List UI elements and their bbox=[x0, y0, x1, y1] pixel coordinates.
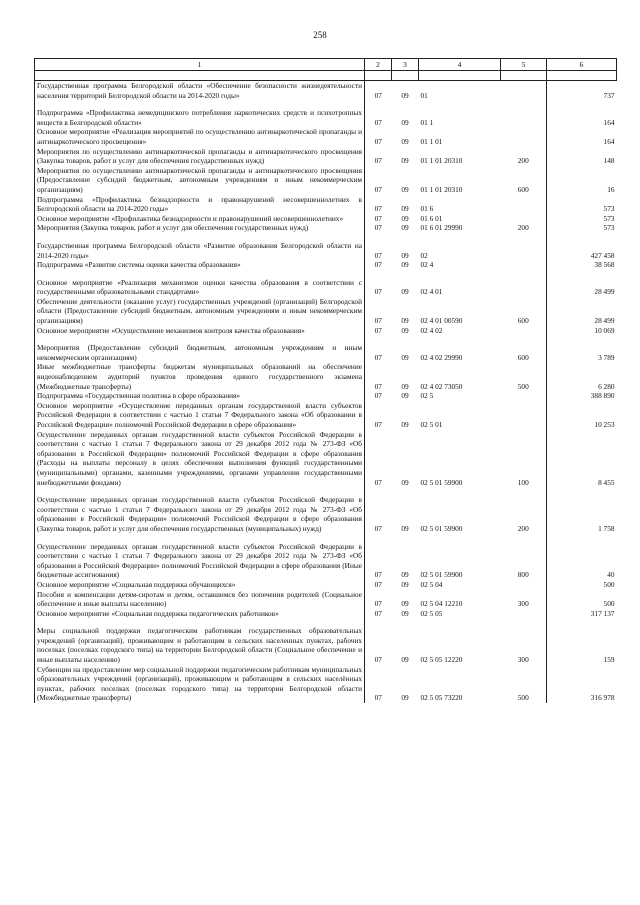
row-expense-type bbox=[501, 241, 547, 260]
row-spacer bbox=[35, 534, 617, 542]
row-subsection-code: 09 bbox=[401, 156, 409, 166]
table-row bbox=[35, 362, 617, 391]
table-row bbox=[35, 195, 617, 214]
row-target-article: 02 5 04 12210 bbox=[420, 599, 463, 609]
row-expense-type: 200 bbox=[517, 523, 529, 533]
column-header-1: 1 bbox=[35, 59, 365, 71]
table-row bbox=[35, 495, 617, 533]
row-section-code: 07 bbox=[374, 477, 382, 487]
row-subsection-code: 09 bbox=[401, 204, 409, 214]
row-expense-type bbox=[501, 609, 547, 619]
table-row bbox=[35, 108, 617, 127]
row-expense-type bbox=[501, 580, 547, 590]
table-row bbox=[35, 223, 617, 233]
row-amount: 8 455 bbox=[547, 430, 617, 488]
table-row bbox=[35, 147, 617, 166]
row-description: Обеспечение деятельности (оказание услуг) государственных учреждений (организаций) Белгородской области (Предоставление субсидий бюджетным, автономным учреждениям и иным некоммерческим организациям) bbox=[35, 297, 365, 326]
row-subsection-code: 09 bbox=[401, 523, 409, 533]
table-row bbox=[35, 401, 617, 430]
row-target-article: 02 4 bbox=[420, 260, 434, 270]
row-section-code: 07 bbox=[374, 223, 382, 233]
row-amount: 1 758 bbox=[547, 495, 617, 533]
table-row bbox=[35, 665, 617, 703]
column-header-2: 2 bbox=[365, 59, 392, 71]
row-section-code: 07 bbox=[374, 260, 382, 270]
row-amount: 500 bbox=[547, 590, 617, 609]
row-subsection-code: 09 bbox=[401, 655, 409, 665]
table-row bbox=[35, 343, 617, 362]
row-description: Основное мероприятие «Реализация мероприятий по осуществлению антинаркотической пропаганды и антинаркотического просвещения» bbox=[35, 127, 365, 146]
row-subsection-code: 09 bbox=[401, 250, 409, 260]
row-expense-type bbox=[501, 127, 547, 146]
row-section-code: 07 bbox=[374, 90, 382, 100]
row-amount: 6 280 bbox=[547, 362, 617, 391]
table-row bbox=[35, 580, 617, 590]
row-description: Основное мероприятие «Социальная поддержка педагогических работников» bbox=[35, 609, 365, 619]
row-subsection-code: 09 bbox=[401, 352, 409, 362]
row-amount: 3 789 bbox=[547, 343, 617, 362]
row-target-article: 02 5 01 59900 bbox=[420, 523, 463, 533]
row-description: Подпрограмма «Развитие системы оценки качества образования» bbox=[35, 260, 365, 270]
table-row bbox=[35, 391, 617, 401]
row-amount: 573 bbox=[547, 214, 617, 224]
row-description: Осуществление переданных органам государственной власти субъектов Российской Федерации в соответствии с частью 1 статьи 7 Федерального закона от 29 декабря 2012 года № 273-ФЗ «Об образовании в Российской Федерации» полномочий Российской Федерации в сфере образования (Расходы на выплаты персоналу в целях обеспечения выполнения функций государственными (муниципальными) органами, казенными учреждениями, органами управления государственными внебюджетными фондами) bbox=[35, 430, 365, 488]
row-subsection-code: 09 bbox=[401, 316, 409, 326]
row-amount: 159 bbox=[547, 626, 617, 664]
row-subsection-code: 09 bbox=[401, 693, 409, 703]
table-row bbox=[35, 326, 617, 336]
row-target-article: 02 5 bbox=[420, 391, 434, 401]
row-target-article: 01 1 bbox=[420, 117, 434, 127]
column-header-3: 3 bbox=[392, 59, 419, 71]
table-row bbox=[35, 542, 617, 580]
row-description: Пособия и компенсации детям-сиротам и детям, оставшимся без попечения родителей (Социальное обеспечение и иные выплаты населению) bbox=[35, 590, 365, 609]
row-expense-type: 600 bbox=[517, 316, 529, 326]
row-amount: 38 568 bbox=[547, 260, 617, 270]
row-section-code: 07 bbox=[374, 136, 382, 146]
row-amount: 28 499 bbox=[547, 297, 617, 326]
row-expense-type: 300 bbox=[517, 599, 529, 609]
row-description: Основное мероприятие «Социальная поддержка обучающихся» bbox=[35, 580, 365, 590]
row-expense-type: 300 bbox=[517, 655, 529, 665]
row-section-code: 07 bbox=[374, 391, 382, 401]
row-expense-type bbox=[501, 278, 547, 297]
row-target-article: 02 5 05 bbox=[420, 608, 443, 618]
row-target-article: 02 4 02 bbox=[420, 325, 443, 335]
row-expense-type: 200 bbox=[517, 156, 529, 166]
table-row bbox=[35, 590, 617, 609]
row-target-article: 02 5 01 59900 bbox=[420, 477, 463, 487]
row-target-article: 02 4 01 bbox=[420, 287, 443, 297]
row-description: Мероприятия по осуществлению антинаркотической пропаганды и антинаркотического просвещения (Закупка товаров, работ и услуг для обеспечения государственных нужд) bbox=[35, 147, 365, 166]
row-expense-type bbox=[501, 391, 547, 401]
row-description: Иные межбюджетные трансферты бюджетам муниципальных образований на обеспечение видеонаблюдением аудиторий пунктов проведения единого государственного экзамена (Межбюджетные трансферты) bbox=[35, 362, 365, 391]
row-section-code: 07 bbox=[374, 579, 382, 589]
row-subsection-code: 09 bbox=[401, 287, 409, 297]
row-amount: 10 253 bbox=[547, 401, 617, 430]
row-section-code: 07 bbox=[374, 693, 382, 703]
table-row bbox=[35, 214, 617, 224]
row-amount: 164 bbox=[547, 127, 617, 146]
row-subsection-code: 09 bbox=[401, 570, 409, 580]
table-row bbox=[35, 127, 617, 146]
row-description: Основное мероприятие «Реализация механизмов оценки качества образования в соответствии с государственными образовательными стандартами» bbox=[35, 278, 365, 297]
row-subsection-code: 09 bbox=[401, 420, 409, 429]
row-subsection-code: 09 bbox=[401, 260, 409, 270]
row-expense-type: 600 bbox=[517, 352, 529, 362]
row-subsection-code: 09 bbox=[401, 579, 409, 589]
row-expense-type bbox=[501, 81, 547, 101]
row-section-code: 07 bbox=[374, 570, 382, 580]
row-expense-type: 500 bbox=[517, 381, 529, 391]
row-target-article: 02 5 01 bbox=[420, 420, 443, 429]
row-amount: 164 bbox=[547, 108, 617, 127]
row-target-article: 02 5 04 bbox=[420, 579, 443, 589]
row-section-code: 07 bbox=[374, 655, 382, 665]
row-description: Подпрограмма «Государственная политика в сфере образования» bbox=[35, 391, 365, 401]
row-description: Подпрограмма «Профилактика безнадзорности и правонарушений несовершеннолетних в Белгородской области на 2014-2020 годы» bbox=[35, 195, 365, 214]
row-section-code: 07 bbox=[374, 381, 382, 391]
row-spacer bbox=[35, 233, 617, 241]
row-expense-type bbox=[501, 108, 547, 127]
budget-table-container bbox=[34, 58, 616, 900]
row-target-article: 01 6 bbox=[420, 204, 434, 214]
row-subsection-code: 09 bbox=[401, 477, 409, 487]
row-target-article: 02 bbox=[420, 250, 428, 260]
row-amount: 148 bbox=[547, 147, 617, 166]
column-header-4: 4 bbox=[419, 59, 501, 71]
row-expense-type: 500 bbox=[517, 693, 529, 703]
table-row bbox=[35, 278, 617, 297]
row-description: Осуществление переданных органам государственной власти субъектов Российской Федерации в соответствии с частью 1 статьи 7 Федерального закона от 29 декабря 2012 года № 273-ФЗ «Об образовании в Российской Федерации» полномочий Российской Федерации в сфере образования (Иные бюджетные ассигнования) bbox=[35, 542, 365, 580]
row-subsection-code: 09 bbox=[401, 381, 409, 391]
row-amount: 573 bbox=[547, 223, 617, 233]
budget-table bbox=[34, 58, 617, 703]
row-subsection-code: 09 bbox=[401, 223, 409, 233]
row-subsection-code: 09 bbox=[401, 391, 409, 401]
row-spacer bbox=[35, 270, 617, 278]
row-expense-type: 200 bbox=[517, 223, 529, 233]
table-row bbox=[35, 626, 617, 664]
row-amount: 28 499 bbox=[547, 278, 617, 297]
row-target-article: 02 5 01 59900 bbox=[420, 570, 463, 580]
row-description: Мероприятия (Предоставление субсидий бюджетным, автономным учреждениям и иным некоммерческим организациям) bbox=[35, 343, 365, 362]
row-amount: 316 978 bbox=[547, 665, 617, 703]
row-target-article: 01 1 01 20310 bbox=[420, 156, 463, 166]
row-spacer bbox=[35, 100, 617, 108]
row-section-code: 07 bbox=[374, 608, 382, 618]
row-target-article: 01 6 01 29990 bbox=[420, 223, 463, 233]
row-subsection-code: 09 bbox=[401, 325, 409, 335]
column-header-6: 6 bbox=[547, 59, 617, 71]
row-section-code: 07 bbox=[374, 213, 382, 223]
row-section-code: 07 bbox=[374, 352, 382, 362]
row-expense-type bbox=[501, 195, 547, 214]
row-target-article: 02 5 05 12220 bbox=[420, 655, 463, 665]
row-amount: 16 bbox=[547, 166, 617, 195]
row-description: Мероприятия по осуществлению антинаркотической пропаганды и антинаркотического просвещения (Предоставление субсидий бюджетным, автономным учреждениям и иным некоммерческим организациям) bbox=[35, 166, 365, 195]
table-row bbox=[35, 609, 617, 619]
row-subsection-code: 09 bbox=[401, 90, 409, 100]
row-description: Государственная программа Белгородской области «Развитие образования Белгородской области на 2014-2020 годы» bbox=[35, 241, 365, 260]
row-subsection-code: 09 bbox=[401, 136, 409, 146]
row-amount: 737 bbox=[547, 81, 617, 101]
table-row bbox=[35, 81, 617, 101]
row-spacer bbox=[35, 618, 617, 626]
page-number: 258 bbox=[313, 30, 327, 40]
table-row bbox=[35, 166, 617, 195]
row-description: Основное мероприятие «Осуществление переданных органам государственной власти субъектов Российской Федерации в соответствии с частью 1 статьи 7 Федерального закона «Об образовании в Российской Федерации» полномочий Российской Федерации в сфере образования» bbox=[35, 401, 365, 430]
row-description: Подпрограмма «Профилактика немедицинского потребления наркотических средств и психотропных веществ в Белгородской области» bbox=[35, 108, 365, 127]
row-target-article: 02 4 02 29990 bbox=[420, 352, 463, 362]
row-target-article: 01 1 01 20310 bbox=[420, 184, 463, 194]
row-description: Субвенции на предоставление мер социальной поддержки педагогическим работникам муниципальных образовательных учреждений (организаций), проживающим и работающим в сельских населённых пунктах, рабочих поселках (поселках городского типа) на территории Белгородской области (Межбюджетные трансферты) bbox=[35, 665, 365, 703]
row-section-code: 07 bbox=[374, 325, 382, 335]
row-amount: 317 137 bbox=[547, 609, 617, 619]
row-subsection-code: 09 bbox=[401, 117, 409, 127]
row-amount: 427 458 bbox=[547, 241, 617, 260]
row-section-code: 07 bbox=[374, 156, 382, 166]
row-section-code: 07 bbox=[374, 204, 382, 214]
row-subsection-code: 09 bbox=[401, 599, 409, 609]
row-description: Меры социальной поддержки педагогическим работникам государственных образовательных учреждений (организаций), проживающим и работающим в сельских населенных пунктах, рабочих поселках (поселках городского типа) на территории Белгородской области (Социальное обеспечение и иные выплаты населению) bbox=[35, 626, 365, 664]
table-row bbox=[35, 241, 617, 260]
table-header bbox=[35, 59, 617, 81]
row-section-code: 07 bbox=[374, 184, 382, 194]
row-target-article: 02 5 05 73220 bbox=[420, 693, 463, 703]
table-body bbox=[35, 81, 617, 704]
row-description: Основное мероприятие «Профилактика безнадзорности и правонарушений несовершеннолетних» bbox=[35, 214, 365, 224]
row-expense-type: 600 bbox=[517, 184, 529, 194]
row-expense-type bbox=[501, 326, 547, 336]
row-target-article: 02 4 01 00590 bbox=[420, 316, 463, 326]
row-target-article: 01 bbox=[420, 90, 428, 100]
row-section-code: 07 bbox=[374, 599, 382, 609]
row-description: Осуществление переданных органам государственной власти субъектов Российской Федерации в соответствии с частью 1 статьи 7 Федерального закона от 29 декабря 2012 года № 273-ФЗ «Об образовании в Российской Федерации» полномочий Российской Федерации в сфере образования (Закупка товаров, работ и услуг для обеспечения государственных (муниципальных) нужд) bbox=[35, 495, 365, 533]
row-spacer bbox=[35, 487, 617, 495]
row-expense-type bbox=[501, 260, 547, 270]
row-expense-type: 100 bbox=[517, 477, 529, 487]
row-description: Государственная программа Белгородской области «Обеспечение безопасности жизнедеятельности населения территорий Белгородской области на 2014-2020 годы» bbox=[35, 81, 365, 101]
row-target-article: 02 4 02 73050 bbox=[420, 381, 463, 391]
table-row bbox=[35, 430, 617, 488]
row-amount: 388 890 bbox=[547, 391, 617, 401]
row-section-code: 07 bbox=[374, 316, 382, 326]
row-amount: 500 bbox=[547, 580, 617, 590]
row-subsection-code: 09 bbox=[401, 608, 409, 618]
table-row bbox=[35, 260, 617, 270]
row-target-article: 01 1 01 bbox=[420, 136, 443, 146]
row-amount: 573 bbox=[547, 195, 617, 214]
row-section-code: 07 bbox=[374, 250, 382, 260]
row-section-code: 07 bbox=[374, 523, 382, 533]
row-expense-type bbox=[501, 401, 547, 430]
row-subsection-code: 09 bbox=[401, 184, 409, 194]
row-target-article: 01 6 01 bbox=[420, 213, 443, 223]
row-section-code: 07 bbox=[374, 117, 382, 127]
row-section-code: 07 bbox=[374, 420, 382, 429]
row-spacer bbox=[35, 335, 617, 343]
row-expense-type bbox=[501, 214, 547, 224]
row-section-code: 07 bbox=[374, 287, 382, 297]
row-expense-type: 800 bbox=[517, 570, 529, 580]
table-row bbox=[35, 297, 617, 326]
row-description: Мероприятия (Закупка товаров, работ и услуг для обеспечения государственных нужд) bbox=[35, 223, 365, 233]
row-description: Основное мероприятие «Осуществление механизмов контроля качества образования» bbox=[35, 326, 365, 336]
row-amount: 10 069 bbox=[547, 326, 617, 336]
row-amount: 40 bbox=[547, 542, 617, 580]
column-header-5: 5 bbox=[501, 59, 547, 71]
row-subsection-code: 09 bbox=[401, 213, 409, 223]
